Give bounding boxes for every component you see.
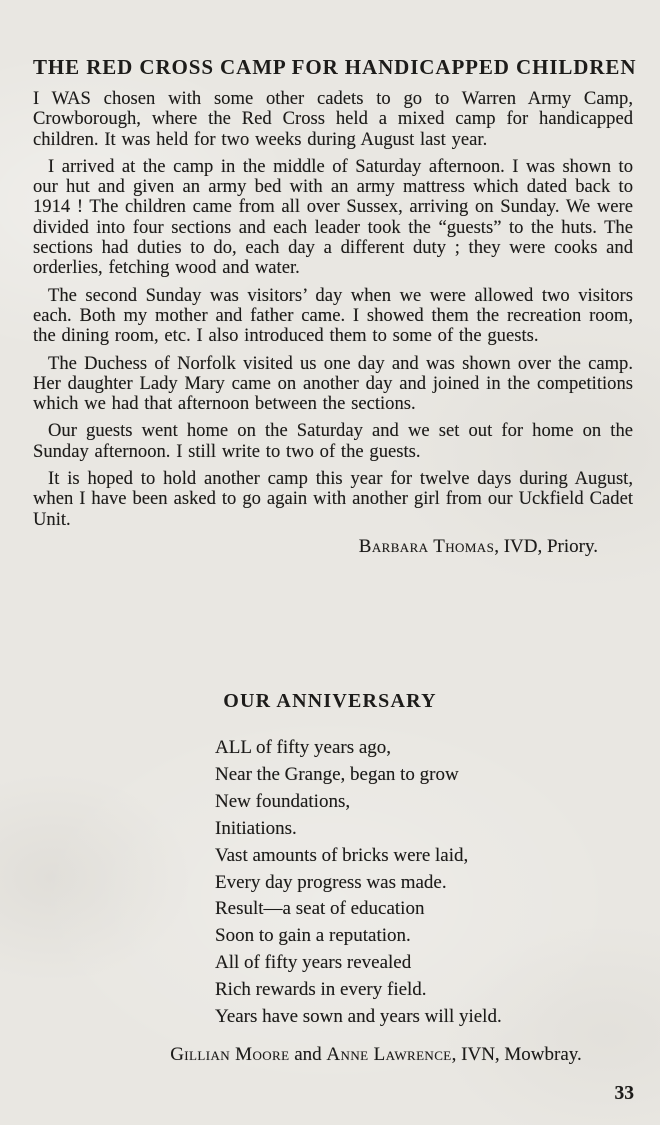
poem-body xyxy=(215,735,660,1031)
poem-line: ALL of fifty years ago, xyxy=(215,737,392,758)
attribution-connector: and xyxy=(289,1043,327,1065)
anniversary-poem-section xyxy=(0,690,660,1066)
red-cross-camp-article xyxy=(33,55,637,558)
poem-line: Soon to gain a reputation. xyxy=(215,925,411,947)
poem-author-name: Anne Lawrence xyxy=(326,1043,452,1065)
page-number: 33 xyxy=(614,1083,634,1104)
article-paragraph: It is hoped to hold another camp this year for twelve days during August, when I have been asked to go again with another girl from our Uckfield Cadet Unit. xyxy=(33,468,633,530)
poem-line: New foundations, xyxy=(215,790,351,812)
article-paragraph: Our guests went home on the Saturday and we set out for home on the Sunday afternoon. I still write to two of the guests. xyxy=(33,420,633,462)
poem-line: All of fifty years revealed xyxy=(215,952,412,974)
poem-line: Near the Grange, began to grow xyxy=(215,763,459,785)
poem-author-name: Gillian Moore xyxy=(170,1043,290,1065)
article-paragraph: The Duchess of Norfolk visited us one day and was shown over the camp. Her daughter Lady Mary came on another day and joined in the competitions which we had that afternoon between the sections. xyxy=(33,352,633,415)
poem-line: Every day progress was made. xyxy=(215,871,447,893)
author-signature xyxy=(33,536,633,558)
poem-line: Result—a seat of education xyxy=(215,898,425,920)
poem-line: Years have sown and years will yield. xyxy=(215,1006,502,1028)
article-title: THE RED CROSS CAMP FOR HANDICAPPED CHILDREN xyxy=(33,55,637,79)
article-body xyxy=(33,89,633,530)
poem-line: Vast amounts of bricks were laid, xyxy=(215,844,469,866)
article-paragraph: I WAS chosen with some other cadets to go to Warren Army Camp, Crowborough, where the Red Cross held a mixed camp for handicapped children. It was held for two weeks during August last year. xyxy=(33,88,633,150)
poem-attribution xyxy=(0,1044,660,1066)
poem-title: OUR ANNIVERSARY xyxy=(223,690,437,712)
poem-line: Initiations. xyxy=(215,817,297,839)
author-form-house: , IVD, Priory. xyxy=(494,535,598,557)
article-paragraph: I arrived at the camp in the middle of Saturday afternoon. I was shown to our hut and given an army bed with an army mattress which dated back to 1914 ! The children came from all over Sussex, arriving on Sunday. We were divided into four sections and each leader took the “guests” to the huts. The sections had duties to do, each day a different duty ; they were cooks and orderlies, fetching wood and water. xyxy=(33,155,633,279)
author-name: Barbara Thomas xyxy=(358,535,495,557)
article-paragraph: The second Sunday was visitors’ day when we were allowed two visitors each. Both my mother and father came. I showed them the recreation room, the dining room, etc. I also introduced them to some of the guests. xyxy=(33,284,633,347)
poem-line: Rich rewards in every field. xyxy=(215,979,427,1001)
poem-form-house: , IVN, Mowbray. xyxy=(451,1043,582,1065)
